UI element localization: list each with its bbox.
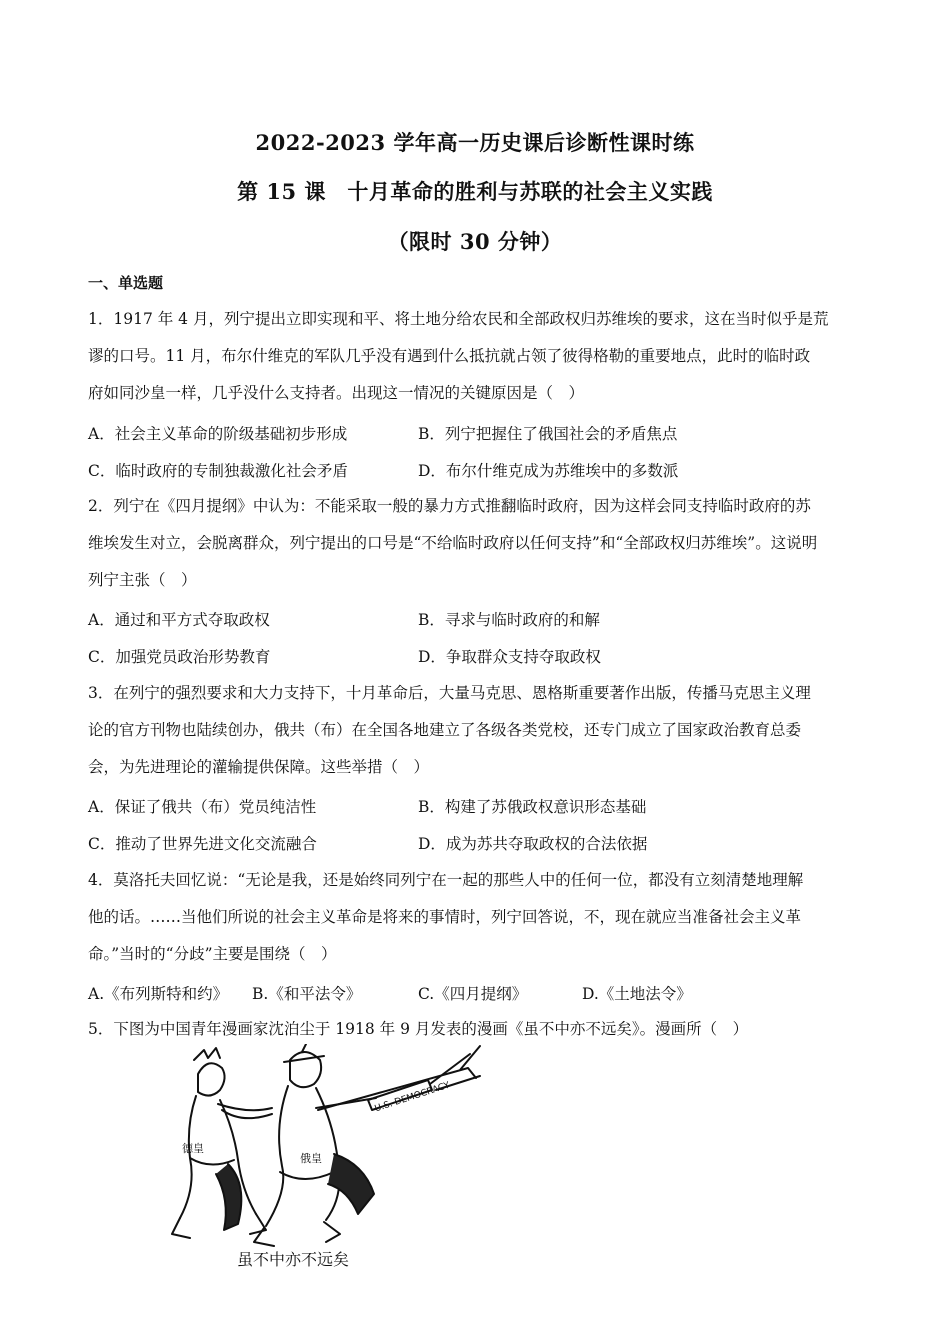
question-3-option-c: C．推动了世界先进文化交流融合	[88, 835, 317, 853]
document-title: 2022-2023 学年高一历史课后诊断性课时练	[255, 130, 695, 155]
question-3-line-2: 论的官方刊物也陆续创办，俄共（布）在全国各地建立了各级各类党校，还专门成立了国家政治教育总委	[88, 721, 802, 739]
question-2-line-2: 维埃发生对立，会脱离群众，列宁提出的口号是“不给临时政府以任何支持”和“全部政权归苏维埃”。这说明	[88, 534, 818, 552]
question-4-line-2: 他的话。……当他们所说的社会主义革命是将来的事情时，列宁回答说，不，现在就应当准备社会主义革	[88, 908, 802, 926]
lesson-title: 第 15 课 十月革命的胜利与苏联的社会主义实践	[237, 179, 713, 204]
question-2-option-c: C．加强党员政治形势教育	[88, 648, 271, 666]
banner-text: U.S. DEMOCRACY	[373, 1080, 452, 1115]
question-3-option-a: A．保证了俄共（布）党员纯洁性	[88, 798, 317, 816]
cartoon-caption: 虽不中亦不远矣	[237, 1250, 350, 1269]
question-2-line-1: 2．列宁在《四月提纲》中认为：不能采取一般的暴力方式推翻临时政府，因为这样会同支持临时政府的苏	[88, 497, 811, 515]
question-1-option-c: C．临时政府的专制独裁激化社会矛盾	[88, 462, 348, 480]
question-1-option-b: B．列宁把握住了俄国社会的矛盾焦点	[418, 425, 678, 443]
question-3-option-d: D．成为苏共夺取政权的合法依据	[418, 835, 648, 853]
question-2-option-d: D．争取群众支持夺取政权	[418, 648, 601, 666]
time-limit: （限时 30 分钟）	[387, 229, 563, 254]
question-1-line-2: 谬的口号。11 月，布尔什维克的军队几乎没有遇到什么抵抗就占领了彼得格勒的重要地点，此时的临时政	[88, 347, 811, 365]
question-1-option-d: D．布尔什维克成为苏维埃中的多数派	[418, 462, 679, 480]
question-5-line-1: 5．下图为中国青年漫画家沈泊尘于 1918 年 9 月发表的漫画《虽不中亦不远矣》。漫画所（ ）	[88, 1020, 749, 1038]
question-2-option-b: B．寻求与临时政府的和解	[418, 611, 600, 629]
question-2-option-a: A．通过和平方式夺取政权	[88, 611, 270, 629]
question-1-option-a: A．社会主义革命的阶级基础初步形成	[88, 425, 348, 443]
question-4-option-c: C.《四月提纲》	[418, 985, 528, 1003]
question-2-line-3: 列宁主张（ ）	[88, 571, 197, 589]
section-heading: 一、单选题	[88, 274, 164, 292]
label-left: 德皇	[182, 1142, 204, 1155]
question-4-line-3: 命。”当时的“分歧”主要是围绕（ ）	[88, 945, 337, 963]
label-right: 俄皇	[300, 1152, 322, 1165]
question-3-line-1: 3．在列宁的强烈要求和大力支持下，十月革命后，大量马克思、恩格斯重要著作出版，传播马克思主义理	[88, 684, 811, 702]
question-3-line-3: 会，为先进理论的灌输提供保障。这些举措（ ）	[88, 758, 430, 776]
question-4-option-d: D.《土地法令》	[582, 985, 692, 1003]
question-4-option-b: B.《和平法令》	[252, 985, 362, 1003]
kaiser-figure	[198, 1063, 225, 1095]
question-1-line-1: 1．1917 年 4 月，列宁提出立即实现和平、将土地分给农民和全部政权归苏维埃的要求，这在当时似乎是荒	[88, 310, 829, 328]
question-1-line-3: 府如同沙皇一样，几乎没什么支持者。出现这一情况的关键原因是（ ）	[88, 384, 585, 402]
question-4-option-a: A.《布列斯特和约》	[88, 985, 229, 1003]
question-4-line-1: 4．莫洛托夫回忆说：“无论是我，还是始终同列宁在一起的那些人中的任何一位，都没有立刻清楚地理解	[88, 871, 804, 889]
question-3-option-b: B．构建了苏俄政权意识形态基础	[418, 798, 647, 816]
